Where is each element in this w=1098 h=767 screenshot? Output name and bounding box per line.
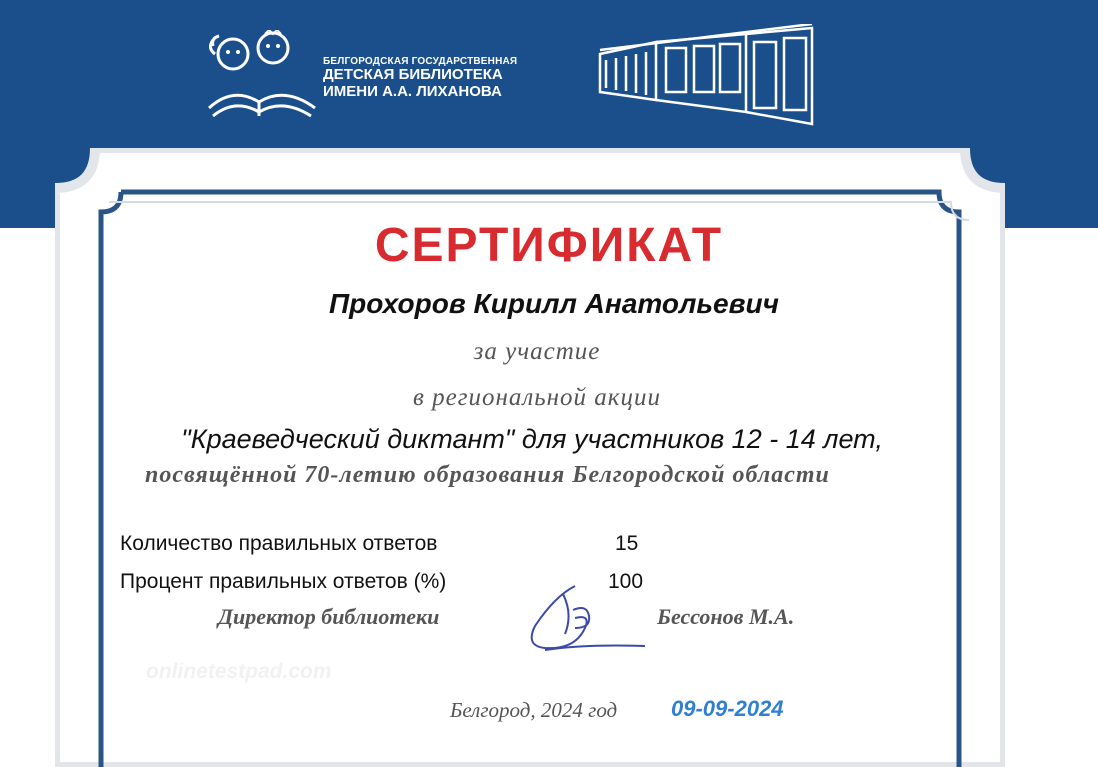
place-year: Белгород, 2024 год xyxy=(450,698,618,722)
library-name-line1: БЕЛГОРОДСКАЯ ГОСУДАРСТВЕННАЯ xyxy=(323,56,518,67)
director-label: Директор библиотеки xyxy=(218,604,440,629)
certificate-title: СЕРТИФИКАТ xyxy=(374,219,724,272)
percent-correct-label: Процент правильных ответов (%) xyxy=(120,570,447,593)
regional-action-text: в региональной акции xyxy=(413,384,661,411)
director-signature xyxy=(515,580,665,660)
correct-answers-label: Количество правильных ответов xyxy=(120,532,438,555)
library-building-icon xyxy=(596,24,816,126)
for-participation-text: за участие xyxy=(473,338,601,365)
event-name: "Краеведческий диктант" для участников 12 - 14 лет, xyxy=(181,424,883,454)
library-name-line2: ДЕТСКАЯ БИБЛИОТЕКА xyxy=(323,66,503,83)
watermark: onlinetestpad.com xyxy=(146,660,332,683)
percent-correct-value: 100 xyxy=(608,570,644,593)
dedication-text: посвящённой 70-летию образования Белгородской области xyxy=(145,462,830,488)
recipient-name: Прохоров Кирилл Анатольевич xyxy=(329,288,779,319)
children-reading-icon xyxy=(205,30,320,120)
library-logo xyxy=(205,30,535,120)
library-name-line3: ИМЕНИ А.А. ЛИХАНОВА xyxy=(323,82,502,100)
director-name: Бессонов М.А. xyxy=(657,604,795,629)
issue-date: 09-09-2024 xyxy=(671,696,784,721)
correct-answers-value: 15 xyxy=(615,532,639,555)
